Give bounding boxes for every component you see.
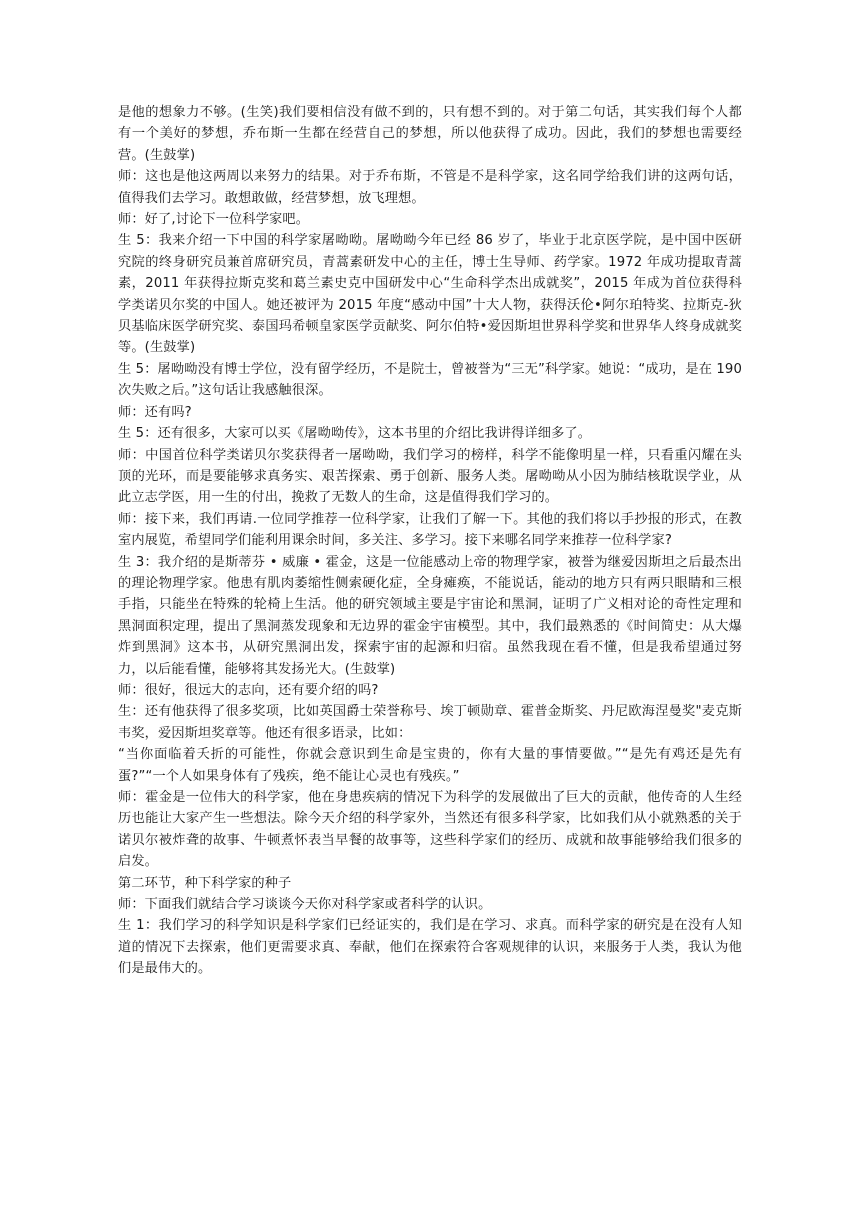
paragraph: 师：还有吗? [118, 404, 192, 420]
paragraph: 师：接下来，我们再请.一位同学推荐一位科学家，让我们了解一下。其他的我们将以手抄报的形式，在教室内展览，希望同学们能利用课余时间，多关注、多学习。接下来哪名同学来推荐一位科学家? [118, 511, 742, 549]
document-page [118, 102, 742, 980]
paragraph: 生 3：我介绍的是斯蒂芬 • 威廉 • 霍金，这是一位能感动上帝的物理学家，被誉为继爱因斯坦之后最杰出的理论物理学家。他患有肌肉萎缩性侧索硬化症，全身瘫痪，不能说话，能动的地方只有两只眼睛和三根手指，只能坐在特殊的轮椅上生活。他的研究领域主要是宇宙论和黑洞，证明了广义相对论的奇性定理和黑洞面积定理，提出了黑洞蒸发现象和无边界的霍金宇宙模型。其中，我们最熟悉的《时间简史：从大爆炸到黑洞》这本书，从研究黑洞出发，探索宇宙的起源和归宿。虽然我现在看不懂，但是我希望通过努力，以后能看懂，能够将其发扬光大。(生鼓掌) [118, 554, 742, 677]
paragraph: 是他的想象力不够。(生笑)我们要相信没有做不到的，只有想不到的。对于第二句话，其实我们每个人都有一个美好的梦想，乔布斯一生都在经营自己的梦想，所以他获得了成功。因此，我们的梦想也需要经营。(生鼓掌) [118, 105, 742, 163]
paragraph: 师：下面我们就结合学习谈谈今天你对科学家或者科学的认识。 [118, 897, 492, 913]
paragraph: 生 5：我来介绍一下中国的科学家屠呦呦。屠呦呦今年已经 86 岁了，毕业于北京医学院，是中国中医研究院的终身研究员兼首席研究员，青蒿素研发中心的主任，博士生导师、药学家。1972 年成功提取青蒿素，2011 年获得拉斯克奖和葛兰素史克中国研发中心“生命科学杰出成就奖”，2015 年成为首位获得科学类诺贝尔奖的中国人。她还被评为 2015 年度“感动中国”十大人物，获得沃伦•阿尔珀特奖、拉斯克-狄贝基临床医学研究奖、泰国玛希顿皇家医学贡献奖、阿尔伯特•爱因斯坦世界科学奖和世界华人终身成就奖等。(生鼓掌) [118, 233, 742, 356]
paragraph: 生 1：我们学习的科学知识是科学家们已经证实的，我们是在学习、求真。而科学家的研究是在没有人知道的情况下去探索，他们更需要求真、奉献，他们在探索符合客观规律的认识，来服务于人类，我认为他们是最伟大的。 [118, 918, 742, 977]
paragraph: 师：中国首位科学类诺贝尔奖获得者一屠呦呦，我们学习的榜样，科学不能像明星一样，只看重闪耀在头顶的光环，而是要能够求真务实、艰苦探索、勇于创新、服务人类。屠呦呦从小因为肺结核耽误学业，从此立志学医，用一生的付出，挽救了无数人的生命，这是值得我们学习的。 [118, 447, 742, 506]
paragraph: 生 5：屠呦呦没有博士学位，没有留学经历，不是院士，曾被誉为“三无”科学家。她说：“成功，是在 190 次失败之后。”这句话让我感触很深。 [118, 361, 742, 399]
section-heading: 第二环节，种下科学家的种子 [118, 875, 292, 891]
paragraph: 师：这也是他这两周以来努力的结果。对于乔布斯，不管是不是科学家，这名同学给我们讲的这两句话，值得我们去学习。敢想敢做，经营梦想，放飞理想。 [118, 169, 742, 206]
paragraph: 生：还有他获得了很多奖项，比如英国爵士荣誉称号、埃丁顿勋章、霍普金斯奖、丹尼欧海涅曼奖"麦克斯韦奖，爱因斯坦奖章等。他还有很多语录，比如： [118, 704, 742, 741]
paragraph: 师：霍金是一位伟大的科学家，他在身患疾病的情况下为科学的发展做出了巨大的贡献，他传奇的人生经历也能让大家产生一些想法。除今天介绍的科学家外，当然还有很多科学家，比如我们从小就熟悉的关于诺贝尔被炸聋的故事、牛顿煮怀表当早餐的故事等，这些科学家们的经历、成就和故事能够给我们很多的启发。 [118, 790, 742, 870]
paragraph: 师：很好，很远大的志向，还有要介绍的吗? [118, 682, 379, 698]
paragraph: 师：好了,讨论下一位科学家吧。 [118, 212, 310, 228]
paragraph: 生 5：还有很多，大家可以买《屠呦呦传》，这本书里的介绍比我讲得详细多了。 [118, 426, 592, 442]
quote-paragraph: “当你面临着夭折的可能性，你就会意识到生命是宝贵的，你有大量的事情要做。”“是先有鸡还是先有蛋?”“一个人如果身体有了残疾，绝不能让心灵也有残疾。” [118, 747, 742, 784]
